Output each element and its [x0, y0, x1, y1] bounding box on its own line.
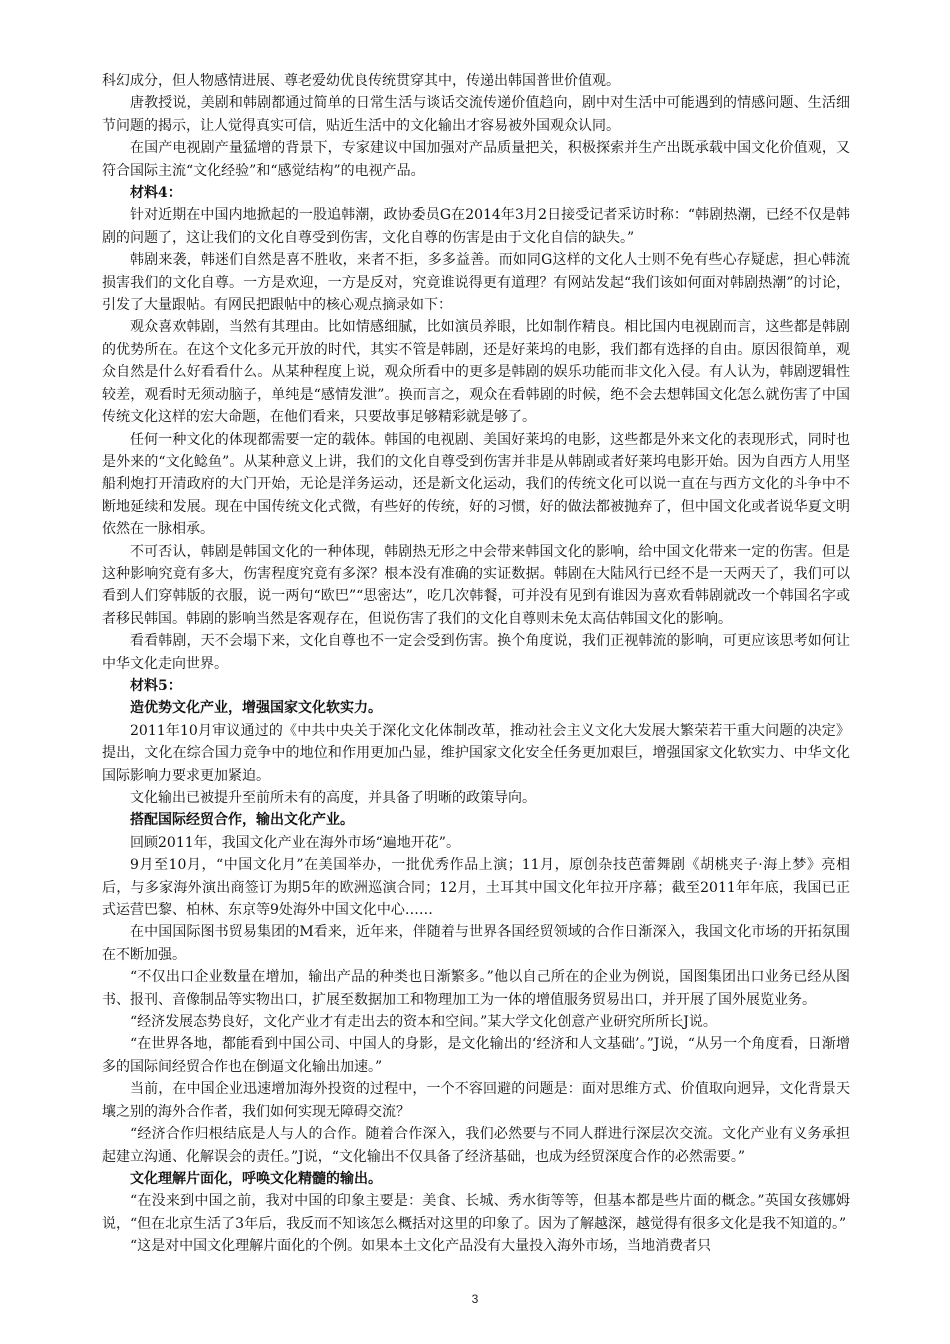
paragraph: 针对近期在中国内地掀起的一股追韩潮，政协委员G在2014年3月2日接受记者采访时称：“韩剧热潮，已经不仅是韩剧的问题了，这让我们的文化自尊受到伤害，文化自尊的伤害是由于文化自信的缺失。” [102, 207, 850, 246]
section-heading: 造优势文化产业，增强国家文化软实力。 [130, 700, 382, 717]
section-heading: 材料4： [130, 185, 182, 202]
section-heading: 搭配国际经贸合作，输出文化产业。 [130, 812, 354, 829]
paragraph: 在中国国际图书贸易集团的M看来，近年来，伴随着与世界各国经贸领域的合作日渐深入，我国文化市场的开拓氛围在不断加强。 [102, 924, 850, 963]
section-heading: 文化理解片面化，呼唤文化精髓的输出。 [130, 1170, 382, 1187]
paragraph: “这是对中国文化理解片面化的个例。如果本土文化产品没有大量投入海外市场，当地消费者只 [130, 1238, 712, 1255]
paragraph: 唐教授说，美剧和韩剧都通过简单的日常生活与谈话交流传递价值趋向，剧中对生活中可能遇到的情感问题、生活细节问题的揭示，让人觉得真实可信，贴近生活中的文化输出才容易被外国观众认同。 [102, 95, 850, 134]
paragraph: “在没来到中国之前，我对中国的印象主要是：美食、长城、秀水街等等，但基本都是些片面的概念。”英国女孩娜姆说，“但在北京生活了3年后，我反而不知该怎么概括对这里的印象了。因为了解越深，越觉得有很多文化是我不知道的。” [102, 1193, 850, 1232]
paragraph: “不仅出口企业数量在增加，输出产品的种类也日渐繁多。”他以自己所在的企业为例说，国图集团出口业务已经从图书、报刊、音像制品等实物出口，扩展至数据加工和物理加工为一体的增值服务贸易出口，并开展了国外展览业务。 [102, 969, 850, 1008]
paragraph: “在世界各地，都能看到中国公司、中国人的身影，是文化输出的‘经济和人文基础’。”J说，“从另一个角度看，日渐增多的国际间经贸合作也在倒逼文化输出加速。” [102, 1036, 850, 1075]
paragraph: 2011年10月审议通过的《中共中央关于深化文化体制改革，推动社会主义文化大发展大繁荣若干重大问题的决定》提出，文化在综合国力竞争中的地位和作用更加凸显，维护国家文化安全任务更加艰巨，增强国家文化软实力、中华文化国际影响力要求更加紧迫。 [102, 722, 850, 784]
paragraph: 不可否认，韩剧是韩国文化的一种体现，韩剧热无形之中会带来韩国文化的影响，给中国文化带来一定的伤害。但是这种影响究竟有多大，伤害程度究竟有多深？根本没有准确的实证数据。韩剧在大陆风行已经不是一天两天了，我们可以看到人们穿韩版的衣服，说一两句“欧巴”“思密达”，吃几次韩餐，可并没有见到有谁因为喜欢看韩剧就改一个韩国名字或者移民韩国。韩剧的影响当然是客观存在，但说伤害了我们的文化自尊则未免太高估韩国文化的影响。 [102, 543, 850, 627]
section-heading: 材料5： [130, 677, 182, 694]
document-body [102, 70, 850, 1258]
paragraph: 文化输出已被提升至前所未有的高度，并具备了明晰的政策导向。 [130, 790, 536, 806]
paragraph: 9月至10月，“中国文化月”在美国举办，一批优秀作品上演；11月，原创杂技芭蕾舞剧《胡桃夹子·海上梦》亮相后，与多家海外演出商签订为期5年的欧洲巡演合同；12月，土耳其中国文化年拉开序幕；截至2011年年底，我国已正式运营巴黎、柏林、东京等9处海外中国文化中心…… [102, 857, 850, 919]
paragraph: 回顾2011年，我国文化产业在海外市场“遍地开花”。 [130, 834, 460, 851]
paragraph: 看看韩剧，天不会塌下来，文化自尊也不一定会受到伤害。换个角度说，我们正视韩流的影响，可更应该思考如何让中华文化走向世界。 [102, 633, 850, 672]
paragraph: 在国产电视剧产量猛增的背景下，专家建议中国加强对产品质量把关，积极探索并生产出既承载中国文化价值观，又符合国际主流“文化经验”和“感觉结构”的电视产品。 [102, 140, 850, 179]
paragraph: “经济合作归根结底是人与人的合作。随着合作深入，我们必然要与不同人群进行深层次交流。文化产业有义务承担起建立沟通、化解误会的责任。”J说，“文化输出不仅具备了经济基础，也成为经贸深度合作的必然需要。” [102, 1126, 850, 1165]
paragraph: 科幻成分，但人物感情进展、尊老爱幼优良传统贯穿其中，传递出韩国普世价值观。 [102, 73, 620, 89]
page-number: 3 [471, 1292, 479, 1306]
paragraph: 韩剧来袭，韩迷们自然是喜不胜收，来者不拒，多多益善。而如同G这样的文化人士则不免有些心存疑虑，担心韩流损害我们的文化自尊。一方是欢迎，一方是反对，究竟谁说得更有道理？有网站发起“我们该如何面对韩剧热潮”的讨论，引发了大量跟帖。有网民把跟帖中的核心观点摘录如下： [102, 252, 850, 314]
paragraph: 任何一种文化的体现都需要一定的载体。韩国的电视剧、美国好莱坞的电影，这些都是外来文化的表现形式，同时也是外来的“文化鲶鱼”。从某种意义上讲，我们的文化自尊受到伤害并非是从韩剧或者好莱坞电影开始。因为自西方人用坚船利炮打开清政府的大门开始，无论是洋务运动，还是新文化运动，我们的传统文化可以说一直在与西方文化的斗争中不断地延续和发展。现在中国传统文化式微，有些好的传统，好的习惯，好的做法都被抛弃了，但中国文化或者说华夏文明依然在一脉相承。 [102, 431, 850, 538]
paragraph: 观众喜欢韩剧，当然有其理由。比如情感细腻，比如演员养眼，比如制作精良。相比国内电视剧而言，这些都是韩剧的优势所在。在这个文化多元开放的时代，其实不管是韩剧，还是好莱坞的电影，我们都有选择的自由。原因很简单，观众自然是什么好看看什么。从某种程度上说，观众所看中的更多是韩剧的娱乐功能而非文化入侵。有人认为，韩剧逻辑性较差，观看时无须动脑子，单纯是“感情发泄”。换而言之，观众在看韩剧的时候，绝不会去想韩国文化怎么就伤害了中国传统文化这样的宏大命题，在他们看来，只要故事足够精彩就是够了。 [102, 319, 850, 426]
paragraph: 当前，在中国企业迅速增加海外投资的过程中，一个不容回避的问题是：面对思维方式、价值取向迥异，文化背景天壤之别的海外合作者，我们如何实现无障碍交流？ [102, 1081, 850, 1120]
paragraph: “经济发展态势良好，文化产业才有走出去的资本和空间。”某大学文化创意产业研究所所长J说。 [130, 1014, 717, 1031]
